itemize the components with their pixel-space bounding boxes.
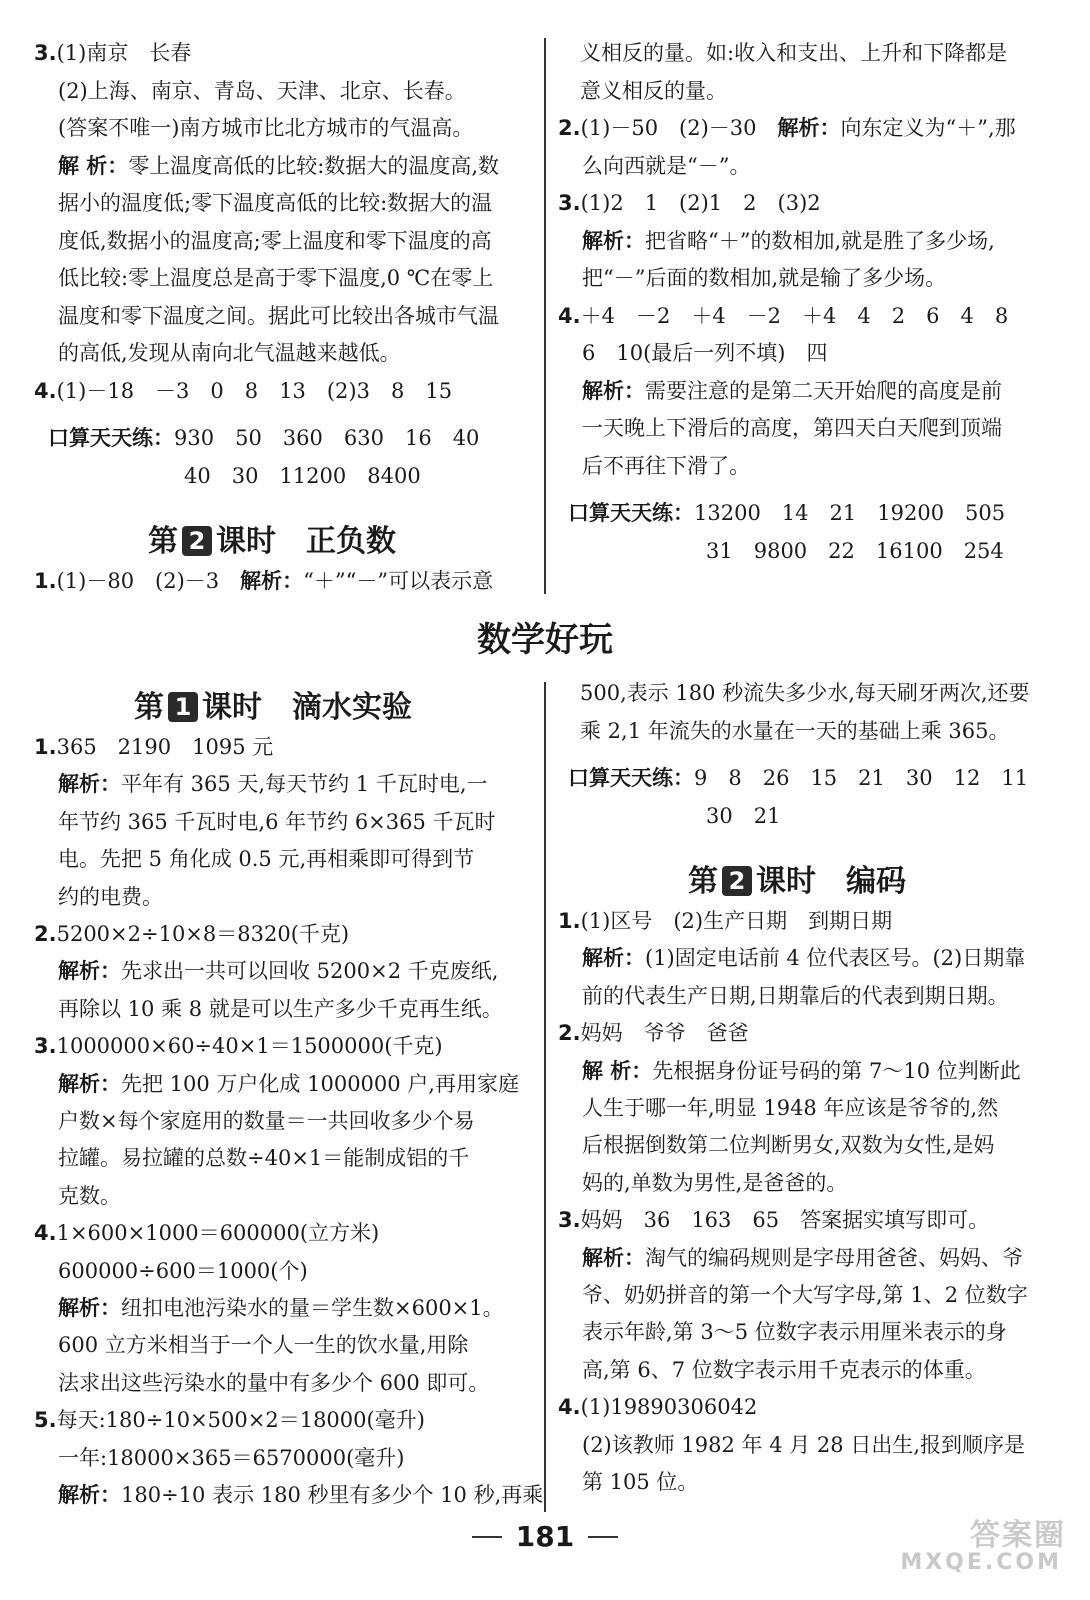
- line-text: 低比较:零上温度总是高于零下温度,0 ℃在零上: [58, 266, 494, 290]
- text-line: [558, 190, 821, 216]
- text-line: [558, 115, 1016, 141]
- line-text: 600 立方米相当于一个人一生的饮水量,用除: [58, 1333, 469, 1358]
- label: 解析：: [582, 1245, 645, 1270]
- label: 解析：: [582, 946, 645, 971]
- line-text: 后根据倒数第二位判断男女,双数为女性,是妈: [582, 1133, 995, 1158]
- text-line: [582, 945, 1025, 971]
- heading-prefix: 第: [134, 690, 164, 725]
- label: 口算天天练：: [48, 426, 174, 450]
- text-line: [580, 718, 1010, 744]
- line-text: 妈妈 36 163 65 答案据实填写即可。: [580, 1208, 990, 1233]
- text-line: [582, 453, 750, 479]
- text-line: [58, 809, 496, 835]
- text-line: [580, 40, 1007, 66]
- text-line: [582, 1432, 1025, 1458]
- text-line: [558, 1207, 989, 1233]
- line-text: 一年:18000×365＝6570000(毫升): [58, 1445, 405, 1470]
- column-divider-top: [544, 38, 546, 594]
- watermark-logo: 答案圈: [970, 1518, 1066, 1553]
- label: 解 析：: [582, 1058, 653, 1083]
- analysis-label: 解析：: [777, 116, 841, 140]
- line-text: 40 30 11200 8400: [184, 463, 421, 488]
- text-line: [58, 340, 401, 366]
- label: 解析：: [58, 1296, 121, 1320]
- text-line: [58, 1332, 468, 1358]
- line-text: 人生于哪一年,明显 1948 年应该是爷爷的,然: [582, 1096, 999, 1120]
- text-line: [58, 958, 498, 984]
- column-divider-bottom: [544, 682, 546, 1512]
- text-line: [58, 884, 163, 910]
- line-text: 9 8 26 15 21 30 12 11: [694, 766, 1029, 790]
- text-line: [558, 1394, 757, 1420]
- line-text: 电。先把 5 角化成 0.5 元,再相乘即可得到节: [58, 847, 475, 872]
- page-number: [0, 1520, 1090, 1553]
- line-text: 一天晚上下滑后的高度，第四天白天爬到顶端: [582, 416, 1002, 440]
- text-line: [58, 1071, 519, 1097]
- lesson-2-answer-line: [34, 568, 493, 594]
- text-line: [58, 771, 488, 797]
- text-line: [34, 40, 191, 66]
- line-text: 户数×每个家庭用的数量＝一共回收多少个易: [58, 1109, 475, 1133]
- line-text: 高,第 6、7 位数字表示用千克表示的体重。: [582, 1357, 986, 1382]
- lesson-number-badge: 2: [722, 866, 752, 896]
- text-line: [58, 303, 499, 329]
- question-number: 1.: [558, 909, 581, 933]
- label: 解析：: [58, 1071, 121, 1096]
- text-line: [58, 190, 492, 216]
- text-line: [58, 1370, 489, 1396]
- line-text: 先把 100 万户化成 1000000 户,再用家庭: [121, 1071, 519, 1096]
- text-line: [58, 846, 474, 872]
- text-line: [58, 1145, 469, 1171]
- line-text: 13200 14 21 19200 505: [694, 501, 1006, 525]
- heading-suffix: 课时 正负数: [216, 524, 396, 559]
- line-text: 把省略“＋”的数相加,就是胜了多少场,: [645, 228, 995, 253]
- line-text: (1)19890306042: [580, 1395, 758, 1420]
- question-number: 4.: [34, 378, 57, 403]
- line-text: 淘气的编码规则是字母用爸爸、妈妈、爷: [645, 1245, 1023, 1270]
- question-number: 3.: [558, 191, 581, 215]
- line-text: 365 2190 1095 元: [56, 735, 274, 759]
- line-text: 31 9800 22 16100 254: [706, 538, 1004, 563]
- line-text: 爷、奶奶拼音的第一个大写字母,第 1、2 位数字: [582, 1283, 1028, 1307]
- text-line: [58, 1258, 308, 1284]
- label: 解析：: [58, 772, 121, 797]
- text-line: [582, 1170, 847, 1196]
- question-number: 5.: [34, 1408, 57, 1433]
- text-line: [58, 1108, 475, 1134]
- lesson-1-heading: [134, 682, 412, 726]
- line-text: 乘 2,1 年流失的水量在一天的基础上乘 365。: [580, 718, 1010, 743]
- question-number: 1.: [34, 735, 57, 759]
- text-line: [34, 921, 349, 947]
- question-number: 4.: [34, 1221, 57, 1246]
- text-line: [582, 1132, 994, 1158]
- line-text: 30 21: [706, 803, 781, 828]
- lesson-2-heading: [148, 516, 396, 560]
- text-line: [582, 340, 827, 366]
- line-text: 温度和零下温度之间。据此可比较出各城市气温: [58, 303, 499, 328]
- watermark-url: MXQE.COM: [900, 1550, 1062, 1575]
- label: 解析：: [58, 1483, 121, 1507]
- line-text: (1)－50 (2)－30: [580, 116, 778, 140]
- text-line: [58, 1445, 404, 1471]
- dash-right: [588, 1536, 618, 1538]
- question-number: 4.: [558, 303, 581, 328]
- text-line: [582, 1319, 1007, 1345]
- text-line: [34, 1407, 425, 1433]
- text-line: [58, 78, 466, 104]
- question-number: 3.: [34, 1034, 57, 1059]
- line-text: 1000000×60÷40×1＝1500000(千克): [56, 1034, 443, 1059]
- text-line: [582, 153, 750, 179]
- line-text: 先求出一共可以回收 5200×2 千克废纸,: [121, 959, 499, 984]
- lesson-number-badge: 2: [182, 526, 212, 556]
- line-text: 意义相反的量。: [580, 78, 727, 103]
- page-number-text: 181: [515, 1520, 575, 1553]
- text-line: [582, 228, 995, 254]
- text-line: [34, 1220, 379, 1246]
- text-line: [34, 1033, 443, 1059]
- label: 解析：: [582, 378, 645, 403]
- line-text: 后不再往下滑了。: [582, 453, 750, 478]
- text-line: [706, 803, 780, 829]
- text-line: [582, 1469, 698, 1495]
- line-text: (1)2 1 (2)1 2 (3)2: [580, 191, 821, 215]
- label: 解析：: [582, 228, 645, 253]
- heading-prefix: 第: [688, 864, 718, 899]
- text-line: [582, 1095, 998, 1121]
- text-line: [582, 983, 1009, 1009]
- text-line: [34, 378, 452, 404]
- line-text: (1)区号 (2)生产日期 到期日期: [580, 909, 893, 933]
- text-line: [582, 1058, 1021, 1084]
- analysis-label: 解析：: [240, 569, 304, 593]
- text-line: [184, 463, 421, 489]
- line-text: 第 105 位。: [582, 1470, 699, 1494]
- line-text: ＋4 －2 ＋4 －2 ＋4 4 2 6 4 8: [580, 303, 1009, 328]
- line-text: 1×600×1000＝600000(立方米): [56, 1221, 380, 1246]
- text-line: [58, 153, 499, 179]
- question-number: 3.: [34, 41, 57, 65]
- line-text: 930 50 360 630 16 40: [174, 426, 480, 450]
- label: 解 析：: [58, 153, 129, 178]
- line-text: 平年有 365 天,每天节约 1 千瓦时电,一: [121, 772, 488, 797]
- analysis-text: 向东定义为“＋”,那: [840, 116, 1016, 140]
- line-text: 法求出这些污染水的量中有多少个 600 即可。: [58, 1370, 490, 1395]
- line-text: 把“－”后面的数相加,就是输了多少场。: [582, 266, 947, 290]
- question-number: 2.: [34, 922, 57, 946]
- question-number: 2.: [558, 1021, 581, 1046]
- line-text: 再除以 10 乘 8 就是可以生产多少千克再生纸。: [58, 996, 503, 1021]
- text-line: [582, 1282, 1028, 1308]
- text-line: [558, 1020, 749, 1046]
- line-text: 克数。: [58, 1183, 121, 1208]
- text-line: [58, 1183, 121, 1209]
- line-text: 妈妈 爷爷 爸爸: [580, 1021, 749, 1046]
- question-number: 2.: [558, 116, 581, 140]
- heading-suffix: 课时 编码: [756, 864, 906, 899]
- line-text: 表示年龄,第 3～5 位数字表示用厘米表示的身: [582, 1320, 1007, 1345]
- text-line: [580, 78, 727, 104]
- text-line: [568, 500, 1005, 526]
- text-line: [58, 265, 493, 291]
- text-line: [558, 908, 892, 934]
- line-text: 么向西就是“－”。: [582, 153, 751, 178]
- question-number: 4.: [558, 1395, 581, 1420]
- line-text: 先根据身份证号码的第 7～10 位判断此: [652, 1058, 1021, 1083]
- line-text: (答案不唯一)南方城市比北方城市的气温高。: [58, 116, 474, 140]
- line-text: 拉罐。易拉罐的总数÷40×1＝能制成铝的千: [58, 1146, 470, 1171]
- line-text: 的高低,发现从南向北气温越来越低。: [58, 341, 401, 365]
- text-line: [58, 996, 503, 1022]
- text-line: [58, 1482, 543, 1508]
- line-text: (2)该教师 1982 年 4 月 28 日出生,报到顺序是: [582, 1432, 1025, 1457]
- label: 口算天天练：: [568, 766, 694, 790]
- section-title: 数学好玩: [477, 620, 613, 660]
- dash-left: [472, 1536, 502, 1538]
- analysis-text: “＋”“－”可以表示意: [303, 569, 494, 593]
- text-line: [48, 425, 479, 451]
- label: 解析：: [58, 959, 121, 984]
- heading-prefix: 第: [148, 524, 178, 559]
- line-text: 纽扣电池污染水的量＝学生数×600×1。: [121, 1296, 504, 1320]
- text-line: [58, 1295, 504, 1321]
- text-line: [582, 1357, 986, 1383]
- line-text: 6 10(最后一列不填) 四: [582, 341, 828, 365]
- line-text: (1)南京 长春: [56, 41, 192, 65]
- text-line: [582, 1245, 1023, 1271]
- text-line: [582, 378, 1002, 404]
- line-text: 零上温度高低的比较:数据大的温度高,数: [128, 153, 500, 178]
- text-line: [58, 228, 492, 254]
- line-text: (2)上海、南京、青岛、天津、北京、长春。: [58, 78, 466, 103]
- line-text: 5200×2÷10×8＝8320(千克): [56, 922, 350, 946]
- line-text: 需要注意的是第二天开始爬的高度是前: [645, 378, 1002, 403]
- line-text: 每天:180÷10×500×2＝18000(毫升): [56, 1408, 425, 1433]
- question-number: 3.: [558, 1208, 581, 1233]
- heading-suffix: 课时 滴水实验: [202, 690, 412, 725]
- line-text: 度低,数据小的温度高;零上温度和零下温度的高: [58, 228, 492, 253]
- line-text: (1)－18 －3 0 8 13 (2)3 8 15: [56, 378, 453, 403]
- lesson-2-encoding-heading: [688, 856, 906, 900]
- text-line: [582, 415, 1002, 441]
- text-line: [582, 265, 946, 291]
- line-text: 约的电费。: [58, 884, 163, 909]
- text-line: [568, 765, 1028, 791]
- text-line: [558, 303, 1008, 329]
- text-line: [706, 538, 1004, 564]
- line-text: 500,表示 180 秒流失多少水,每天刷牙两次,还要: [580, 681, 1030, 705]
- line-text: 据小的温度低;零下温度高低的比较:数据大的温: [58, 191, 493, 215]
- question-number: 1.: [34, 569, 57, 593]
- line-text: 妈的,单数为男性,是爸爸的。: [582, 1170, 848, 1195]
- line-text: 180÷10 表示 180 秒里有多少个 10 秒,再乘: [121, 1483, 544, 1507]
- line-text: 义相反的量。如:收入和支出、上升和下降都是: [580, 41, 1008, 65]
- answer-text: (1)－80 (2)－3: [56, 569, 241, 593]
- line-text: (1)固定电话前 4 位代表区号。(2)日期靠: [645, 946, 1026, 971]
- text-line: [58, 115, 473, 141]
- line-text: 年节约 365 千瓦时电,6 年节约 6×365 千瓦时: [58, 809, 496, 834]
- line-text: 600000÷600＝1000(个): [58, 1258, 308, 1283]
- line-text: 前的代表生产日期,日期靠后的代表到期日期。: [582, 983, 1009, 1008]
- label: 口算天天练：: [568, 501, 694, 525]
- lesson-number-badge: 1: [168, 692, 198, 722]
- text-line: [34, 734, 273, 760]
- text-line: [580, 680, 1030, 706]
